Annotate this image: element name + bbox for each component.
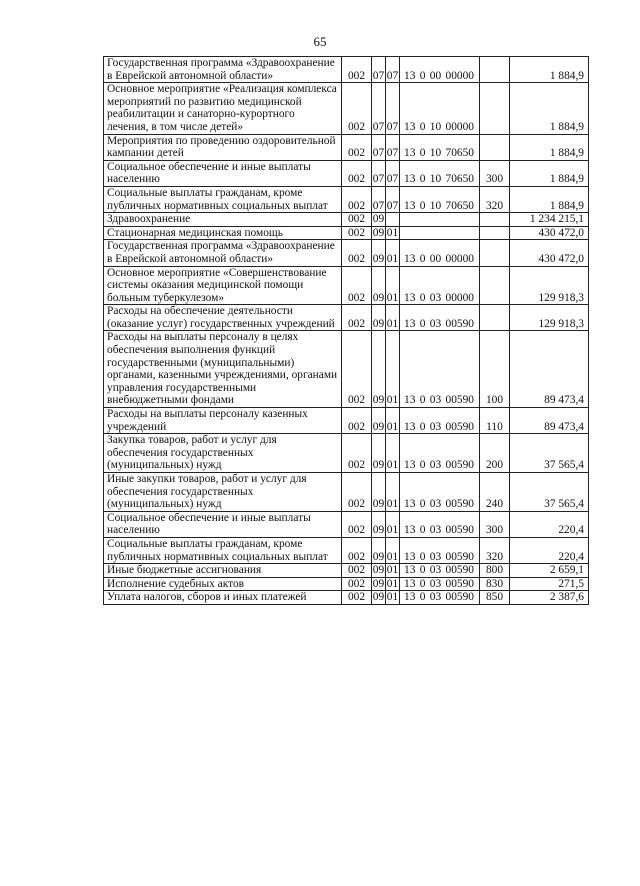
expense-name: Иные бюджетные ассигнования	[104, 564, 342, 578]
target-article-code	[400, 226, 480, 240]
target-article-part: 00590	[445, 420, 474, 433]
expense-type-code	[480, 213, 510, 227]
amount: 1 234 215,1	[510, 213, 589, 227]
target-article-part: 00590	[445, 591, 474, 604]
target-article-code	[400, 511, 480, 537]
table-row	[104, 213, 589, 227]
target-article-part: 13	[404, 252, 416, 265]
target-article-code	[400, 331, 480, 408]
grbs-code: 002	[342, 266, 372, 305]
section-code: 09	[372, 266, 386, 305]
amount: 220,4	[510, 511, 589, 537]
subsection-code: 01	[386, 591, 399, 604]
target-article-part: 00	[429, 252, 442, 265]
table-row	[104, 160, 589, 186]
subsection-code: 01	[386, 473, 400, 512]
subsection-code: 01	[386, 537, 400, 563]
page-number: 65	[313, 34, 327, 49]
target-article-part: 0	[419, 498, 426, 511]
grbs-code: 002	[342, 408, 372, 434]
expense-name: Основное мероприятие «Совершенствование системы оказания медицинской помощи больным туберкулезом»	[104, 266, 342, 305]
target-article-part: 00590	[445, 550, 474, 563]
grbs-code: 002	[342, 305, 372, 331]
target-article-part: 13	[404, 498, 416, 511]
grbs-code: 002	[342, 83, 372, 134]
grbs-code: 002	[342, 240, 372, 266]
grbs-code: 002	[342, 537, 372, 563]
target-article-parts	[402, 591, 477, 604]
target-article-part: 10	[429, 173, 442, 186]
expense-name: Исполнение судебных актов	[104, 577, 342, 591]
target-article-part: 03	[429, 564, 442, 577]
section-code: 07	[372, 134, 386, 160]
table-row	[104, 83, 589, 134]
amount: 1 884,9	[510, 134, 589, 160]
table-row	[104, 564, 589, 578]
target-article-part: 0	[419, 591, 426, 604]
target-article-part: 0	[419, 69, 426, 82]
amount: 89 473,4	[510, 408, 589, 434]
expense-name: Социальные выплаты гражданам, кроме публичных нормативных социальных выплат	[104, 537, 342, 563]
target-article-part: 0	[419, 524, 426, 537]
target-article-part: 13	[404, 173, 416, 186]
expense-name: Основное мероприятие «Реализация комплекса мероприятий по развитию медицинской реабилитации и санаторно-курортного лечения, в том числе детей»	[104, 83, 342, 134]
target-article-parts	[402, 564, 477, 577]
expense-name: Мероприятия по проведению оздоровительной кампании детей	[104, 134, 342, 160]
grbs-code: 002	[342, 213, 372, 227]
target-article-part: 0	[419, 252, 426, 265]
target-article-part: 03	[429, 317, 442, 330]
subsection-code: 07	[386, 160, 400, 186]
section-code: 09	[372, 408, 386, 434]
target-article-code	[400, 537, 480, 563]
grbs-code: 002	[342, 134, 372, 160]
grbs-code: 002	[342, 473, 372, 512]
target-article-part: 0	[419, 173, 426, 186]
subsection-code: 01	[386, 577, 399, 590]
target-article-part: 0	[419, 459, 426, 472]
target-article-part: 0	[419, 291, 426, 304]
target-article-parts	[402, 498, 477, 511]
target-article-part: 00590	[445, 498, 474, 511]
target-article-part: 00000	[445, 252, 474, 265]
expense-name: Уплата налогов, сборов и иных платежей	[104, 591, 342, 605]
target-article-parts	[402, 421, 477, 434]
target-article-part: 03	[429, 498, 442, 511]
table-row	[104, 186, 589, 212]
section-code: 09	[372, 577, 385, 590]
expense-name: Социальные выплаты гражданам, кроме публичных нормативных социальных выплат	[104, 186, 342, 212]
amount: 1 884,9	[510, 83, 589, 134]
section-code: 09	[372, 511, 386, 537]
subsection-code	[386, 213, 400, 227]
grbs-code: 002	[342, 226, 372, 240]
section-code: 09	[372, 564, 385, 577]
target-article-part: 13	[404, 420, 416, 433]
expense-type-code: 200	[480, 434, 510, 473]
target-article-part: 0	[419, 550, 426, 563]
expense-type-code: 240	[480, 473, 510, 512]
amount: 271,5	[510, 577, 589, 591]
grbs-code: 002	[342, 591, 372, 605]
table-row	[104, 577, 589, 591]
expense-name: Социальное обеспечение и иные выплаты населению	[104, 160, 342, 186]
target-article-parts	[402, 70, 477, 83]
expense-type-code: 800	[480, 564, 510, 578]
expense-type-code: 100	[480, 331, 510, 408]
grbs-code: 002	[342, 57, 372, 83]
expense-type-code: 110	[480, 408, 510, 434]
amount: 2 387,6	[510, 591, 589, 605]
subsection-code: 07	[386, 186, 400, 212]
section-code: 09	[372, 434, 386, 473]
expense-name: Расходы на выплаты персоналу в целях обеспечения выполнения функций государственными (муниципальными) органами, казенными учреждениями, органами управления государственными внебюджетными фондами	[104, 331, 342, 408]
section-code: 07	[372, 186, 386, 212]
target-article-part: 0	[419, 147, 426, 160]
target-article-parts	[402, 292, 477, 305]
amount: 430 472,0	[510, 240, 589, 266]
budget-table-body	[104, 57, 589, 605]
target-article-part: 13	[404, 524, 416, 537]
target-article-parts	[402, 459, 477, 472]
table-row	[104, 408, 589, 434]
expense-type-code	[480, 83, 510, 134]
subsection-code: 01	[386, 408, 400, 434]
target-article-part: 03	[429, 591, 442, 604]
section-code: 09	[372, 240, 386, 266]
expense-type-code: 300	[480, 511, 510, 537]
target-article-part: 13	[404, 550, 416, 563]
section-code: 09	[372, 591, 385, 604]
target-article-part: 10	[429, 199, 442, 212]
target-article-part: 13	[404, 459, 416, 472]
subsection-code: 01	[386, 266, 400, 305]
table-row	[104, 591, 589, 605]
expense-name: Стационарная медицинская помощь	[104, 226, 342, 240]
target-article-part: 13	[404, 591, 416, 604]
target-article-part: 03	[429, 577, 442, 590]
target-article-part: 00590	[445, 577, 474, 590]
expense-name: Закупка товаров, работ и услуг для обеспечения государственных (муниципальных) нужд	[104, 434, 342, 473]
budget-table	[103, 56, 589, 605]
table-row	[104, 537, 589, 563]
section-code: 09	[372, 305, 386, 331]
table-row	[104, 134, 589, 160]
target-article-code	[400, 564, 480, 578]
table-row	[104, 305, 589, 331]
target-article-part: 00590	[445, 459, 474, 472]
expense-type-code	[480, 134, 510, 160]
target-article-code	[400, 83, 480, 134]
target-article-parts	[402, 578, 477, 591]
target-article-part: 13	[404, 291, 416, 304]
target-article-parts	[402, 318, 477, 331]
grbs-code: 002	[342, 160, 372, 186]
target-article-code	[400, 160, 480, 186]
target-article-code	[400, 577, 480, 591]
expense-type-code: 320	[480, 537, 510, 563]
section-code: 09	[372, 226, 385, 239]
table-row	[104, 511, 589, 537]
subsection-code: 01	[386, 305, 400, 331]
table-row	[104, 266, 589, 305]
target-article-parts	[402, 394, 477, 407]
expense-type-code	[480, 266, 510, 305]
subsection-code: 01	[386, 511, 400, 537]
target-article-part: 10	[429, 147, 442, 160]
amount: 1 884,9	[510, 160, 589, 186]
target-article-code	[400, 473, 480, 512]
amount: 129 918,3	[510, 305, 589, 331]
subsection-code: 01	[386, 240, 400, 266]
subsection-code: 07	[386, 83, 400, 134]
amount: 37 565,4	[510, 473, 589, 512]
grbs-code: 002	[342, 434, 372, 473]
expense-type-code	[480, 57, 510, 83]
amount: 37 565,4	[510, 434, 589, 473]
target-article-code	[400, 240, 480, 266]
expense-name: Расходы на обеспечение деятельности (оказание услуг) государственных учреждений	[104, 305, 342, 331]
table-row	[104, 331, 589, 408]
grbs-code: 002	[342, 577, 372, 591]
target-article-code	[400, 134, 480, 160]
subsection-code: 01	[386, 331, 400, 408]
target-article-part: 03	[429, 291, 442, 304]
amount: 1 884,9	[510, 57, 589, 83]
subsection-code: 01	[386, 434, 400, 473]
expense-type-code: 830	[480, 577, 510, 591]
expense-name: Государственная программа «Здравоохранение в Еврейской автономной области»	[104, 57, 342, 83]
target-article-part: 0	[419, 199, 426, 212]
target-article-parts	[402, 524, 477, 537]
target-article-part: 00590	[445, 317, 474, 330]
target-article-part: 0	[419, 564, 426, 577]
amount: 129 918,3	[510, 266, 589, 305]
target-article-code	[400, 408, 480, 434]
target-article-code	[400, 591, 480, 605]
section-code: 07	[372, 83, 386, 134]
subsection-code: 01	[386, 564, 399, 577]
amount: 220,4	[510, 537, 589, 563]
grbs-code: 002	[342, 511, 372, 537]
amount: 89 473,4	[510, 331, 589, 408]
target-article-part: 00000	[445, 291, 474, 304]
target-article-code	[400, 266, 480, 305]
target-article-part: 10	[429, 120, 442, 133]
target-article-code	[400, 305, 480, 331]
target-article-part: 13	[404, 317, 416, 330]
target-article-parts	[402, 253, 477, 266]
expense-type-code: 300	[480, 160, 510, 186]
target-article-parts	[402, 551, 477, 564]
target-article-part: 13	[404, 147, 416, 160]
target-article-part: 03	[429, 420, 442, 433]
target-article-code	[400, 434, 480, 473]
expense-type-code	[480, 240, 510, 266]
expense-type-code	[480, 305, 510, 331]
target-article-part: 70650	[445, 199, 474, 212]
target-article-part: 13	[404, 199, 416, 212]
target-article-parts	[402, 200, 477, 213]
subsection-code: 01	[386, 226, 399, 239]
expense-type-code: 850	[480, 591, 510, 605]
target-article-parts	[402, 121, 477, 134]
expense-name: Социальное обеспечение и иные выплаты населению	[104, 511, 342, 537]
expense-type-code	[480, 226, 510, 240]
target-article-part: 0	[419, 120, 426, 133]
table-row	[104, 434, 589, 473]
grbs-code: 002	[342, 331, 372, 408]
target-article-part: 00000	[445, 120, 474, 133]
target-article-part: 03	[429, 394, 442, 407]
amount: 430 472,0	[510, 226, 589, 240]
target-article-part: 13	[404, 120, 416, 133]
target-article-part: 13	[404, 394, 416, 407]
section-code: 09	[372, 213, 385, 226]
target-article-part: 00000	[445, 69, 474, 82]
target-article-part: 03	[429, 524, 442, 537]
amount: 1 884,9	[510, 186, 589, 212]
section-code: 07	[372, 160, 386, 186]
section-code: 09	[372, 473, 386, 512]
target-article-part: 0	[419, 420, 426, 433]
target-article-parts	[402, 173, 477, 186]
amount: 2 659,1	[510, 564, 589, 578]
target-article-part: 0	[419, 577, 426, 590]
table-row	[104, 57, 589, 83]
target-article-part: 0	[419, 317, 426, 330]
target-article-part: 13	[404, 69, 416, 82]
table-row	[104, 226, 589, 240]
target-article-part: 00590	[445, 564, 474, 577]
target-article-code	[400, 57, 480, 83]
target-article-parts	[402, 147, 477, 160]
expense-name: Расходы на выплаты персоналу казенных учреждений	[104, 408, 342, 434]
target-article-part: 70650	[445, 147, 474, 160]
target-article-part: 00	[429, 69, 442, 82]
table-row	[104, 240, 589, 266]
target-article-part: 00590	[445, 524, 474, 537]
target-article-part: 03	[429, 459, 442, 472]
expense-name: Иные закупки товаров, работ и услуг для обеспечения государственных (муниципальных) нужд	[104, 473, 342, 512]
expense-type-code: 320	[480, 186, 510, 212]
expense-name: Государственная программа «Здравоохранение в Еврейской автономной области»	[104, 240, 342, 266]
subsection-code: 07	[386, 134, 400, 160]
grbs-code: 002	[342, 564, 372, 578]
expense-name: Здравоохранение	[104, 213, 342, 227]
target-article-part: 00590	[445, 394, 474, 407]
target-article-part: 03	[429, 550, 442, 563]
target-article-code	[400, 213, 480, 227]
target-article-part: 13	[404, 564, 416, 577]
target-article-part: 13	[404, 577, 416, 590]
grbs-code: 002	[342, 186, 372, 212]
section-code: 07	[372, 57, 386, 83]
subsection-code: 07	[386, 57, 400, 83]
section-code: 09	[372, 537, 386, 563]
section-code: 09	[372, 331, 386, 408]
target-article-code	[400, 186, 480, 212]
target-article-part: 70650	[445, 173, 474, 186]
table-row	[104, 473, 589, 512]
target-article-part: 0	[419, 394, 426, 407]
